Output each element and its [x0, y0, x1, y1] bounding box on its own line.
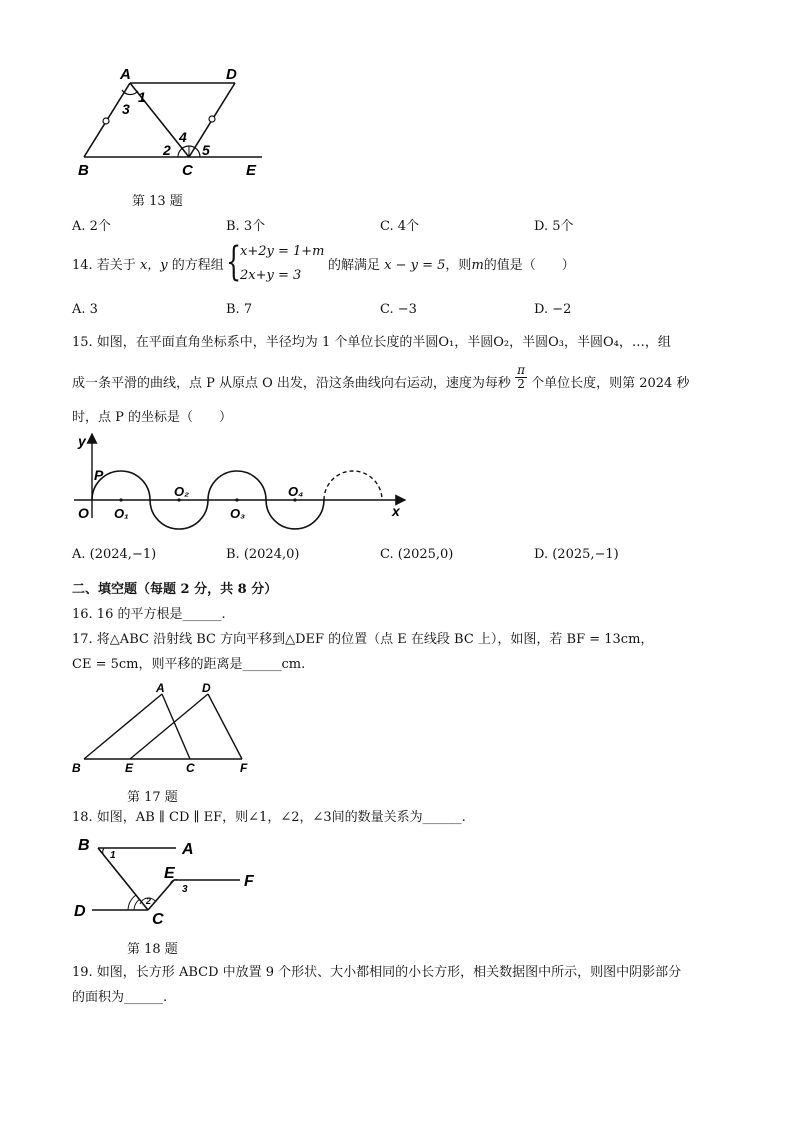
q19-line1: 19. 如图，长方形 ABCD 中放置 9 个形状、大小都相同的小长方形，相关数据图中所示，则图中阴影部分 — [72, 965, 682, 980]
q14-question — [72, 258, 224, 274]
q14-condition — [328, 258, 575, 274]
fig18-label-B: B — [78, 837, 90, 854]
fig17-label-E: E — [125, 761, 134, 775]
q15-line3: 时，点 P 的坐标是（ ） — [72, 410, 233, 425]
q13-option-b: B. 3个 — [226, 219, 266, 234]
q17-line1: 17. 将△ABC 沿射线 BC 方向平移到△DEF 的位置（点 E 在线段 BC 上），如图，若 BF = 13cm， — [72, 632, 654, 647]
figure-15 — [70, 428, 410, 523]
fig13-label-D: D — [226, 66, 237, 83]
q14-vars: x，y — [139, 258, 168, 273]
q19-line2: 的面积为______. — [72, 990, 168, 1005]
fig17-label-C: C — [186, 761, 195, 775]
fig18-label-D: D — [74, 903, 86, 920]
fig15-label-O1: O₁ — [114, 506, 129, 521]
fig18-angle-1: 1 — [110, 850, 116, 861]
q14-option-d: D. −2 — [534, 302, 572, 317]
fig17-label-A: A — [156, 681, 165, 695]
q15-fraction — [515, 364, 527, 391]
q13-option-c: C. 4个 — [380, 219, 420, 234]
q15-option-a: A. (2024,−1) — [72, 547, 157, 562]
q16-question: 16. 16 的平方根是______. — [72, 607, 226, 622]
q14-brace: { — [226, 239, 242, 285]
q14-eq2: 2x+y = 3 — [240, 268, 302, 283]
q14-tail1: ，则 — [445, 258, 472, 273]
figure-18 — [70, 832, 280, 932]
q14-m: m — [471, 258, 484, 273]
q15-line2b: 个单位长度，则第 2024 秒 — [531, 376, 690, 391]
fig13-caption: 第 13 题 — [132, 194, 183, 209]
q15-option-d: D. (2025,−1) — [534, 547, 619, 562]
q15-option-b: B. (2024,0) — [226, 547, 300, 562]
q18-line1: 18. 如图，AB ∥ CD ∥ EF，则∠1，∠2，∠3间的数量关系为______. — [72, 810, 466, 825]
q14-eq1: x+2y = 1+m — [240, 244, 325, 259]
fig18-angle-2: 2 — [146, 896, 152, 906]
fig15-label-y: y — [78, 433, 86, 449]
q15-frac-den: 2 — [517, 377, 525, 391]
fig15-label-O3: O₃ — [230, 506, 246, 521]
fig13-label-A: A — [120, 66, 131, 83]
fig18-caption: 第 18 题 — [127, 942, 178, 957]
q14-option-b: B. 7 — [226, 302, 253, 317]
q14-mid: 的方程组 — [171, 258, 224, 273]
figure-17 — [70, 680, 270, 780]
q15-line2a: 成一条平滑的曲线，点 P 从原点 O 出发，沿这条曲线向右运动，速度为每秒 — [72, 376, 511, 391]
fig15-label-O2: O₂ — [174, 484, 190, 499]
fig15-label-P: P — [94, 467, 104, 483]
q14-option-a: A. 3 — [72, 302, 98, 317]
fig15-label-x: x — [392, 503, 400, 519]
q14-cond: x − y = 5 — [384, 258, 446, 273]
fig18-angle-3: 3 — [182, 884, 188, 895]
fig18-label-C: C — [152, 911, 164, 928]
fig13-angle-4: 4 — [179, 129, 187, 145]
q15-option-c: C. (2025,0) — [380, 547, 454, 562]
q15-line1: 15. 如图，在平面直角坐标系中，半径均为 1 个单位长度的半圆O₁，半圆O₂，半圆O₃，半圆O₄，…，组 — [72, 335, 671, 350]
fig18-label-E: E — [164, 865, 175, 882]
section-2-heading: 二、填空题（每题 2 分，共 8 分） — [72, 582, 278, 597]
fig18-label-A: A — [182, 841, 194, 858]
fig15-label-O4: O₄ — [288, 484, 304, 499]
fig17-label-D: D — [202, 681, 211, 695]
fig13-label-B: B — [78, 162, 89, 179]
q15-line2 — [72, 363, 690, 392]
fig15-label-O: O — [78, 505, 89, 521]
q15-frac-num: π — [517, 363, 525, 377]
q17-line2: CE = 5cm，则平移的距离是______cm. — [72, 657, 306, 672]
fig13-angle-1: 1 — [138, 89, 146, 105]
q14-option-c: C. −3 — [380, 302, 417, 317]
fig13-angle-3: 3 — [122, 101, 130, 117]
q13-option-d: D. 5个 — [534, 219, 574, 234]
q14-prefix: 14. 若关于 — [72, 258, 136, 273]
fig17-caption: 第 17 题 — [127, 790, 178, 805]
fig18-label-F: F — [244, 873, 254, 890]
fig13-label-E: E — [246, 162, 257, 179]
q14-tail2: 的值是（ ） — [483, 258, 575, 273]
figure-13 — [70, 62, 270, 182]
q13-option-a: A. 2个 — [72, 219, 111, 234]
fig17-label-F: F — [240, 761, 248, 775]
q14-after-system: 的解满足 — [328, 258, 381, 273]
fig17-label-B: B — [72, 761, 81, 775]
fig13-angle-5: 5 — [202, 142, 210, 158]
fig13-label-C: C — [182, 162, 193, 179]
fig13-angle-2: 2 — [163, 142, 171, 158]
